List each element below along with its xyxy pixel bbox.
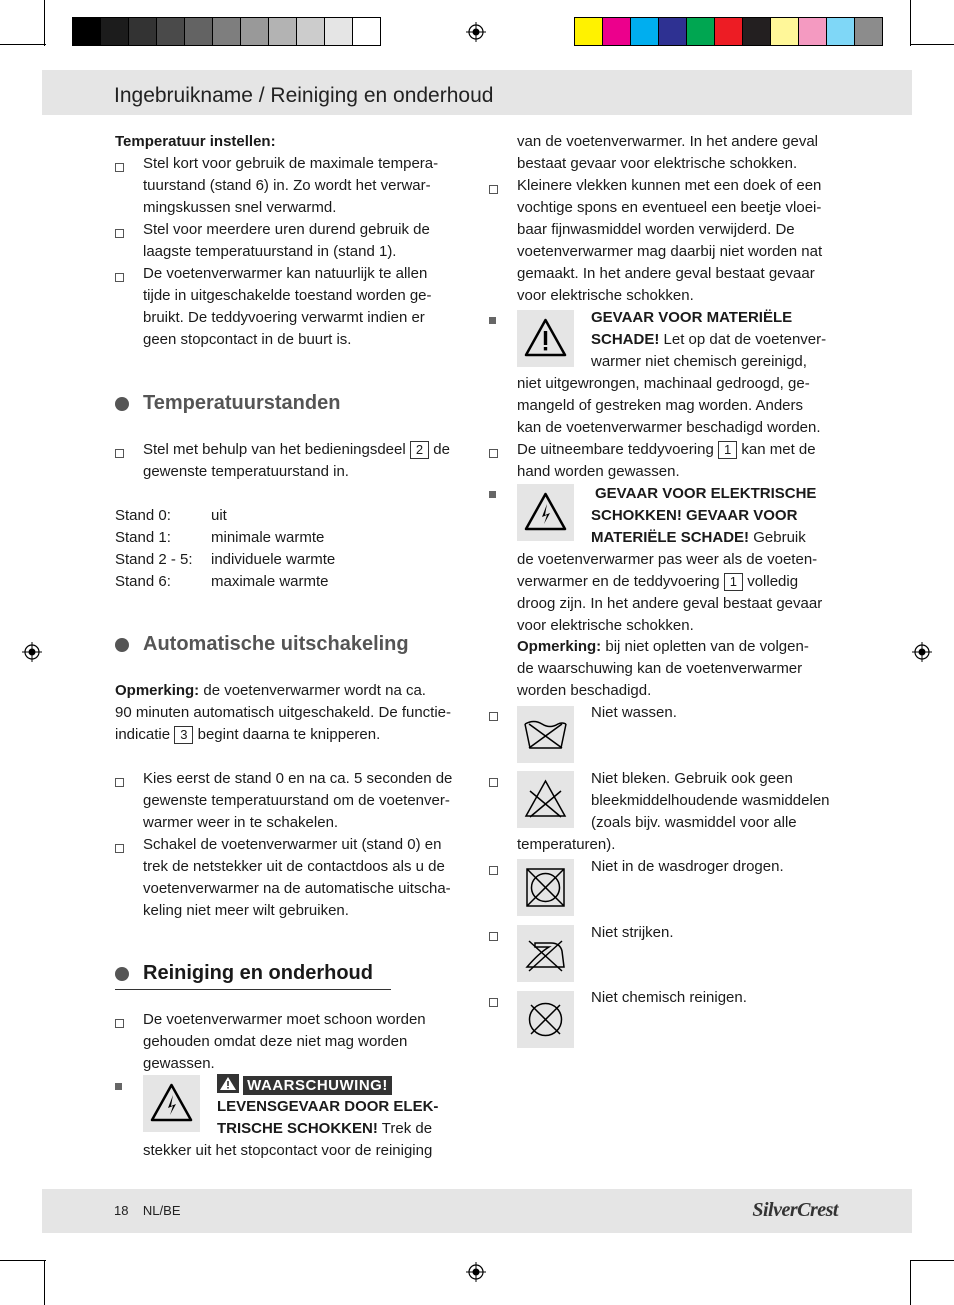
stand-label: Stand 2 - 5: bbox=[115, 551, 193, 568]
warning-line: de voetenverwarmer pas weer als de voeten- bbox=[517, 551, 818, 568]
care-label: temperaturen). bbox=[517, 836, 616, 853]
body-line: Kies eerst de stand 0 en na ca. 5 seconden de bbox=[143, 770, 453, 787]
stand-value: individuele warmte bbox=[211, 551, 336, 568]
heading-underline bbox=[115, 989, 391, 990]
section-subheading: Temperatuur instellen: bbox=[115, 133, 276, 150]
body-line: bruikt. De teddyvoering verwarmt indien er bbox=[143, 309, 425, 326]
page-title: Ingebruikname / Reiniging en onderhoud bbox=[114, 84, 494, 107]
section-bullet-icon bbox=[115, 967, 129, 981]
warning-line: GEVAAR VOOR MATERIËLE bbox=[591, 309, 793, 326]
body-line: keling niet meer wilt gebruiken. bbox=[143, 902, 349, 919]
body-line: Schakel de voetenverwarmer uit (stand 0) en bbox=[143, 836, 442, 853]
section-heading: Automatische uitschakeling bbox=[143, 633, 409, 655]
no-dry-clean-icon bbox=[517, 991, 574, 1048]
color-swatch bbox=[185, 17, 213, 46]
checkbox-bullet bbox=[489, 185, 498, 194]
color-swatch bbox=[631, 17, 659, 46]
body-line: gehouden omdat deze niet mag worden bbox=[143, 1033, 408, 1050]
body-line: baar fijnwasmiddel worden verwijderd. De bbox=[517, 221, 795, 238]
stand-value: maximale warmte bbox=[211, 573, 329, 590]
no-wash-icon bbox=[517, 706, 574, 763]
checkbox-bullet bbox=[489, 998, 498, 1007]
warning-line: droog zijn. In het andere geval bestaat gevaar bbox=[517, 595, 823, 612]
warning-line bbox=[217, 1074, 392, 1097]
body-line: Stel voor meerdere uren durend gebruik de bbox=[143, 221, 430, 238]
part-number: 2 bbox=[410, 441, 429, 459]
square-bullet bbox=[115, 1083, 122, 1090]
no-tumble-dry-icon bbox=[517, 859, 574, 916]
body-line: gemaakt. In het andere geval bestaat gevaar bbox=[517, 265, 815, 282]
crop-mark bbox=[0, 1260, 46, 1261]
color-swatch bbox=[771, 17, 799, 46]
body-line: bestaat gevaar voor elektrische schokken. bbox=[517, 155, 798, 172]
note-line: indicatie 3 begint daarna te knipperen. bbox=[115, 726, 381, 743]
care-label: Niet strijken. bbox=[591, 924, 674, 941]
care-label: Niet bleken. Gebruik ook geen bbox=[591, 770, 793, 787]
warning-line: MATERIËLE SCHADE! Gebruik bbox=[591, 529, 806, 546]
color-swatch bbox=[827, 17, 855, 46]
process-color-bar bbox=[574, 17, 883, 46]
body-line: gewenste temperatuurstand om de voetenver- bbox=[143, 792, 450, 809]
crop-mark bbox=[44, 0, 45, 46]
color-swatch bbox=[715, 17, 743, 46]
color-swatch bbox=[72, 17, 101, 46]
page-footer bbox=[42, 1189, 912, 1233]
electric-shock-warning-icon bbox=[143, 1075, 200, 1132]
checkbox-bullet bbox=[489, 866, 498, 875]
warning-line: warmer niet chemisch gereinigd, bbox=[591, 353, 807, 370]
brand-logo: SilverCrest bbox=[752, 1199, 838, 1221]
crop-mark bbox=[910, 1260, 911, 1305]
grayscale-color-bar bbox=[72, 17, 381, 46]
body-line: trek de netstekker uit de contactdoos als u de bbox=[143, 858, 445, 875]
care-label: Niet wassen. bbox=[591, 704, 677, 721]
registration-mark-icon bbox=[912, 642, 932, 662]
checkbox-bullet bbox=[115, 273, 124, 282]
warning-line: stekker uit het stopcontact voor de reiniging bbox=[143, 1142, 433, 1159]
registration-mark-icon bbox=[22, 642, 42, 662]
no-bleach-icon bbox=[517, 771, 574, 828]
page-number: 18 NL/BE bbox=[114, 1203, 181, 1218]
stand-label: Stand 6: bbox=[115, 573, 171, 590]
color-swatch bbox=[603, 17, 631, 46]
checkbox-bullet bbox=[489, 712, 498, 721]
part-number: 1 bbox=[718, 441, 737, 459]
checkbox-bullet bbox=[489, 932, 498, 941]
warning-line: niet uitgewrongen, machinaal gedroogd, ge- bbox=[517, 375, 810, 392]
body-line: Stel kort voor gebruik de maximale tempera- bbox=[143, 155, 439, 172]
body-line: voor elektrische schokken. bbox=[517, 287, 694, 304]
checkbox-bullet bbox=[115, 778, 124, 787]
warning-line: verwarmer en de teddyvoering 1 volledig bbox=[517, 573, 799, 590]
body-line: Kleinere vlekken kunnen met een doek of een bbox=[517, 177, 822, 194]
caution-warning-icon bbox=[517, 310, 574, 367]
warning-line: SCHOKKEN! GEVAAR VOOR bbox=[591, 507, 798, 524]
crop-mark bbox=[0, 44, 46, 45]
checkbox-bullet bbox=[115, 449, 124, 458]
warning-line: voor elektrische schokken. bbox=[517, 617, 694, 634]
body-line: tijde in uitgeschakelde toestand worden ge- bbox=[143, 287, 432, 304]
color-swatch bbox=[687, 17, 715, 46]
stand-label: Stand 1: bbox=[115, 529, 171, 546]
note-line: de waarschuwing kan de voetenverwarmer bbox=[517, 660, 803, 677]
warning-line: kan de voetenverwarmer beschadigd worden. bbox=[517, 419, 821, 436]
color-swatch bbox=[325, 17, 353, 46]
body-line: gewenste temperatuurstand in. bbox=[143, 463, 349, 480]
note-line: Opmerking: de voetenverwarmer wordt na ca. bbox=[115, 682, 426, 699]
body-line: voetenverwarmer na de automatische uitscha- bbox=[143, 880, 451, 897]
note-line: worden beschadigd. bbox=[517, 682, 652, 699]
warning-line: GEVAAR VOOR ELEKTRISCHE bbox=[595, 485, 817, 502]
crop-mark bbox=[44, 1260, 45, 1305]
checkbox-bullet bbox=[115, 1019, 124, 1028]
part-number: 1 bbox=[724, 573, 743, 591]
body-line: mingskussen snel verwarmd. bbox=[143, 199, 337, 216]
care-label: Niet in de wasdroger drogen. bbox=[591, 858, 784, 875]
checkbox-bullet bbox=[489, 449, 498, 458]
warning-line: TRISCHE SCHOKKEN! Trek de bbox=[217, 1120, 433, 1137]
color-swatch bbox=[855, 17, 883, 46]
care-label: (zoals bijv. wasmiddel voor alle bbox=[591, 814, 797, 831]
color-swatch bbox=[799, 17, 827, 46]
body-line: van de voetenverwarmer. In het andere geval bbox=[517, 133, 819, 150]
warning-line: mangeld of gestreken mag worden. Anders bbox=[517, 397, 804, 414]
color-swatch bbox=[101, 17, 129, 46]
body-line: hand worden gewassen. bbox=[517, 463, 680, 480]
body-line: De voetenverwarmer moet schoon worden bbox=[143, 1011, 426, 1028]
checkbox-bullet bbox=[115, 229, 124, 238]
body-line: laagste temperatuurstand in (stand 1). bbox=[143, 243, 397, 260]
color-swatch bbox=[213, 17, 241, 46]
warning-line: SCHADE! Let op dat de voetenver- bbox=[591, 331, 827, 348]
body-line: De voetenverwarmer kan natuurlijk te allen bbox=[143, 265, 428, 282]
no-ironing-icon bbox=[517, 925, 574, 982]
color-swatch bbox=[297, 17, 325, 46]
stand-value: minimale warmte bbox=[211, 529, 325, 546]
stand-label: Stand 0: bbox=[115, 507, 171, 524]
body-line: Stel met behulp van het bedieningsdeel 2 de bbox=[143, 441, 450, 458]
note-line: 90 minuten automatisch uitgeschakeld. De functie- bbox=[115, 704, 452, 721]
body-line: vochtige spons en eventueel een beetje vloei- bbox=[517, 199, 822, 216]
color-swatch bbox=[659, 17, 687, 46]
crop-mark bbox=[910, 1260, 954, 1261]
color-swatch bbox=[129, 17, 157, 46]
checkbox-bullet bbox=[115, 844, 124, 853]
color-swatch bbox=[574, 17, 603, 46]
body-line: warmer weer in te schakelen. bbox=[143, 814, 339, 831]
page-header bbox=[42, 70, 912, 115]
square-bullet bbox=[489, 317, 496, 324]
color-swatch bbox=[743, 17, 771, 46]
part-number: 3 bbox=[174, 726, 193, 744]
body-line: tuurstand (stand 6) in. Zo wordt het verwar- bbox=[143, 177, 431, 194]
body-line: voetenverwarmer mag daarbij niet worden nat bbox=[517, 243, 823, 260]
electric-shock-warning-icon bbox=[517, 484, 574, 541]
warning-badge: WAARSCHUWING! bbox=[243, 1076, 392, 1095]
body-line: De uitneembare teddyvoering 1 kan met de bbox=[517, 441, 816, 458]
checkbox-bullet bbox=[115, 163, 124, 172]
color-swatch bbox=[353, 17, 381, 46]
checkbox-bullet bbox=[489, 778, 498, 787]
warning-line: LEVENSGEVAAR DOOR ELEK- bbox=[217, 1098, 439, 1115]
color-swatch bbox=[269, 17, 297, 46]
crop-mark bbox=[910, 0, 911, 46]
crop-mark bbox=[910, 44, 954, 45]
warning-triangle-icon bbox=[217, 1074, 239, 1093]
note-line: Opmerking: bij niet opletten van de volgen- bbox=[517, 638, 809, 655]
registration-mark-icon bbox=[466, 1262, 486, 1282]
registration-mark-icon bbox=[466, 22, 486, 42]
section-bullet-icon bbox=[115, 397, 129, 411]
care-label: Niet chemisch reinigen. bbox=[591, 989, 747, 1006]
section-heading: Temperatuurstanden bbox=[143, 392, 341, 414]
stand-value: uit bbox=[211, 507, 227, 524]
section-bullet-icon bbox=[115, 638, 129, 652]
color-swatch bbox=[241, 17, 269, 46]
body-line: gewassen. bbox=[143, 1055, 215, 1072]
square-bullet bbox=[489, 491, 496, 498]
color-swatch bbox=[157, 17, 185, 46]
care-label: bleekmiddelhoudende wasmiddelen bbox=[591, 792, 830, 809]
body-line: geen stopcontact in de buurt is. bbox=[143, 331, 352, 348]
section-heading: Reiniging en onderhoud bbox=[143, 962, 373, 984]
